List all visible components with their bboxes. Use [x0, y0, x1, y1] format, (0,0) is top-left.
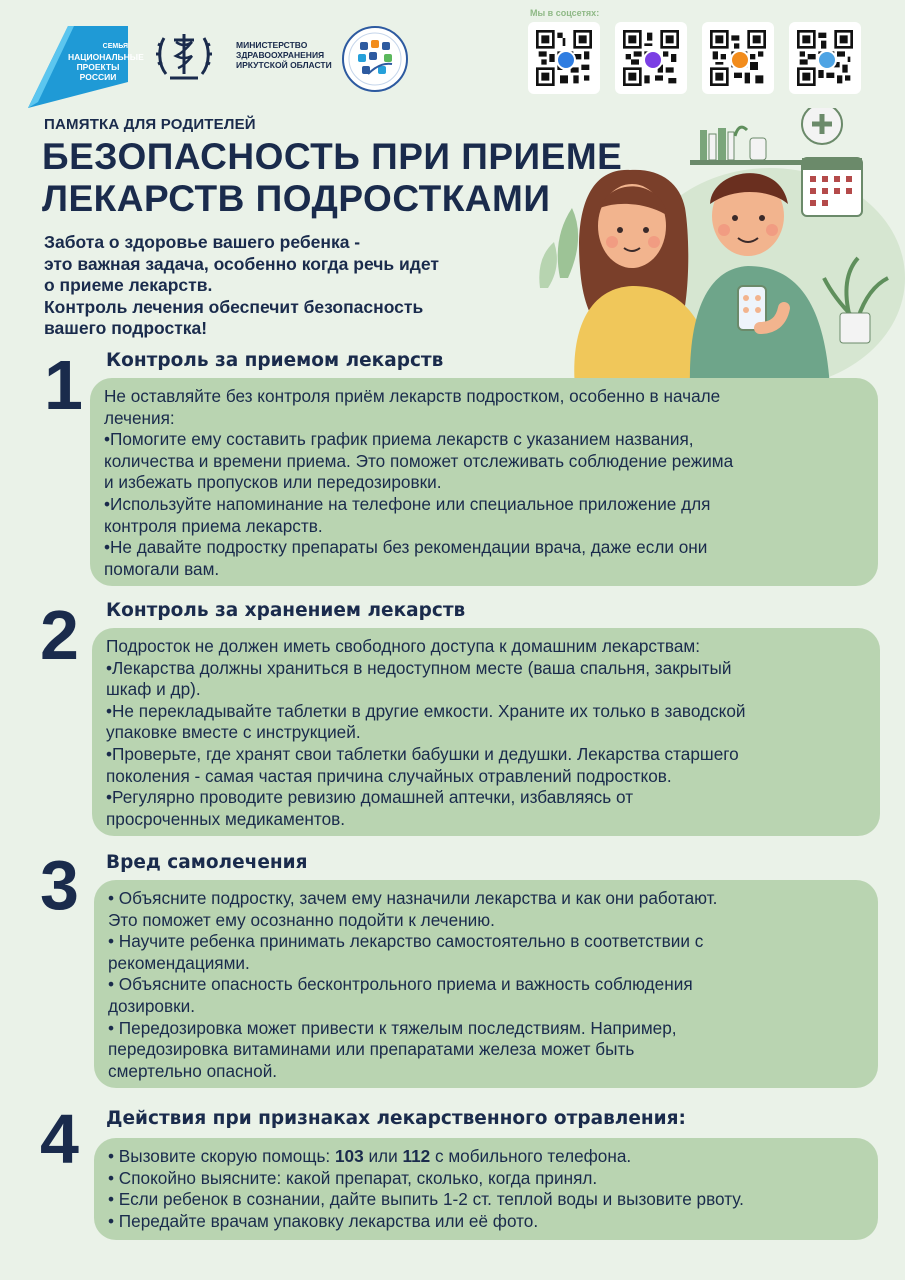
card-line: шкаф и др).	[106, 679, 201, 700]
section-card	[92, 628, 880, 836]
subtitle: ПАМЯТКА ДЛЯ РОДИТЕЛЕЙ	[44, 116, 256, 133]
card-line: лечения:	[104, 407, 175, 428]
card-line: Не оставляйте без контроля приём лекарств подростком, особенно в начале	[104, 386, 721, 406]
intro-text	[44, 232, 544, 340]
emergency-text-mid: или	[363, 1146, 403, 1166]
card-line: •Используйте напоминание на телефоне или специальное приложение для	[104, 493, 711, 514]
intro-line: вашего подростка!	[44, 318, 208, 338]
card-line: передозировка витаминами или препаратами железа может быть	[108, 1039, 635, 1060]
section-heading: Вред самолечения	[106, 852, 308, 873]
health-center-logo-icon	[340, 24, 410, 94]
card-line: Это поможет ему осознанно подойти к лечению.	[108, 909, 495, 930]
telegram-icon	[817, 50, 837, 70]
page-title-line-1: БЕЗОПАСНОСТЬ ПРИ ПРИЕМЕ	[42, 136, 623, 177]
national-projects-logo	[28, 22, 144, 110]
ministry-line-3: ИРКУТСКОЙ ОБЛАСТИ	[236, 60, 332, 70]
emergency-text-pre: • Вызовите скорую помощь:	[108, 1146, 335, 1166]
intro-line: Забота о здоровье вашего ребенка -	[44, 232, 361, 252]
card-line: • Передайте врачам упаковку лекарства или её фото.	[108, 1210, 539, 1231]
vk-icon	[556, 50, 576, 70]
card-line: • Передозировка может привести к тяжелым последствиям. Например,	[108, 1017, 677, 1038]
emergency-number-112: 112	[402, 1146, 431, 1166]
section-card	[90, 378, 878, 586]
card-line: • Объясните опасность бесконтрольного приема и важность соблюдения	[108, 974, 693, 995]
ministry-name	[236, 40, 346, 70]
card-line: • Спокойно выясните: какой препарат, сколько, когда принял.	[108, 1167, 598, 1188]
card-line: • Объясните подростку, зачем ему назначили лекарства и как они работают.	[108, 888, 718, 908]
intro-line: Контроль лечения обеспечит безопасность	[44, 296, 424, 317]
card-line: контроля приема лекарств.	[104, 515, 323, 536]
card-line: рекомендациями.	[108, 952, 250, 973]
card-line: •Не перекладывайте таблетки в другие емкости. Храните их только в заводской	[106, 700, 746, 721]
section-heading: Действия при признаках лекарственного отравления:	[106, 1108, 686, 1129]
section-heading: Контроль за приемом лекарств	[106, 350, 444, 371]
card-line: и избежать пропусков или передозировки.	[104, 472, 442, 493]
card-line: •Проверьте, где хранят свои таблетки бабушки и дедушки. Лекарства старшего	[106, 743, 739, 764]
card-line: просроченных медикаментов.	[106, 808, 346, 829]
card-line: дозировки.	[108, 995, 196, 1016]
section-number: 3	[40, 846, 79, 924]
card-line: •Помогите ему составить график приема лекарств с указанием названия,	[104, 429, 694, 450]
card-line: поколения - самая частая причина случайных отравлений подростков.	[106, 765, 672, 786]
section-number: 1	[44, 346, 83, 424]
card-line: •Регулярно проводите ревизию домашней аптечки, избавляясь от	[106, 787, 634, 808]
section-card	[94, 1138, 878, 1240]
section-number: 4	[40, 1100, 79, 1178]
qr-code-ok[interactable]	[702, 22, 774, 94]
ministry-line-1: МИНИСТЕРСТВО	[236, 40, 308, 50]
emergency-number-103: 103	[334, 1146, 364, 1166]
intro-line: это важная задача, особенно когда речь идет	[44, 253, 439, 274]
logo-main-label: НАЦИОНАЛЬНЫЕ ПРОЕКТЫ РОССИИ	[68, 52, 144, 82]
page-title-line-2: ЛЕКАРСТВ ПОДРОСТКАМИ	[42, 178, 551, 219]
card-line: помогали вам.	[104, 558, 220, 579]
card-line: количества и времени приема. Это поможет отслеживать соблюдение режима	[104, 450, 734, 471]
section-number: 2	[40, 596, 79, 674]
ok-icon	[730, 50, 750, 70]
section-card	[94, 880, 878, 1088]
national-projects-logo-text	[68, 42, 144, 82]
intro-line: о приеме лекарств.	[44, 275, 213, 295]
card-line: •Лекарства должны храниться в недоступном месте (ваша спальня, закрытый	[106, 657, 732, 678]
emergency-text-post: с мобильного телефона.	[430, 1146, 632, 1166]
card-line: смертельно опасной.	[108, 1060, 278, 1081]
card-line	[108, 1146, 864, 1168]
ministry-line-2: ЗДРАВООХРАНЕНИЯ	[236, 50, 325, 60]
qr-code-max[interactable]	[615, 22, 687, 94]
max-icon	[643, 50, 663, 70]
logo-family-label: СЕМЬЯ	[102, 43, 128, 50]
card-line: • Научите ребенка принимать лекарство самостоятельно в соответствии с	[108, 931, 704, 952]
parent-and-teen-illustration	[520, 108, 905, 388]
card-line: Подросток не должен иметь свободного доступа к домашним лекарствам:	[106, 636, 700, 656]
ministry-emblem-icon	[154, 28, 214, 84]
card-line: •Не давайте подростку препараты без рекомендации врача, даже если они	[104, 537, 708, 558]
qr-code-telegram[interactable]	[789, 22, 861, 94]
section-heading: Контроль за хранением лекарств	[106, 600, 466, 621]
card-line: • Если ребенок в сознании, дайте выпить 1-2 ст. теплой воды и вызовите рвоту.	[108, 1189, 744, 1210]
qr-code-vk[interactable]	[528, 22, 600, 94]
social-label: Мы в соцсетях:	[530, 8, 600, 18]
card-line: упаковке вместе с инструкцией.	[106, 722, 361, 743]
